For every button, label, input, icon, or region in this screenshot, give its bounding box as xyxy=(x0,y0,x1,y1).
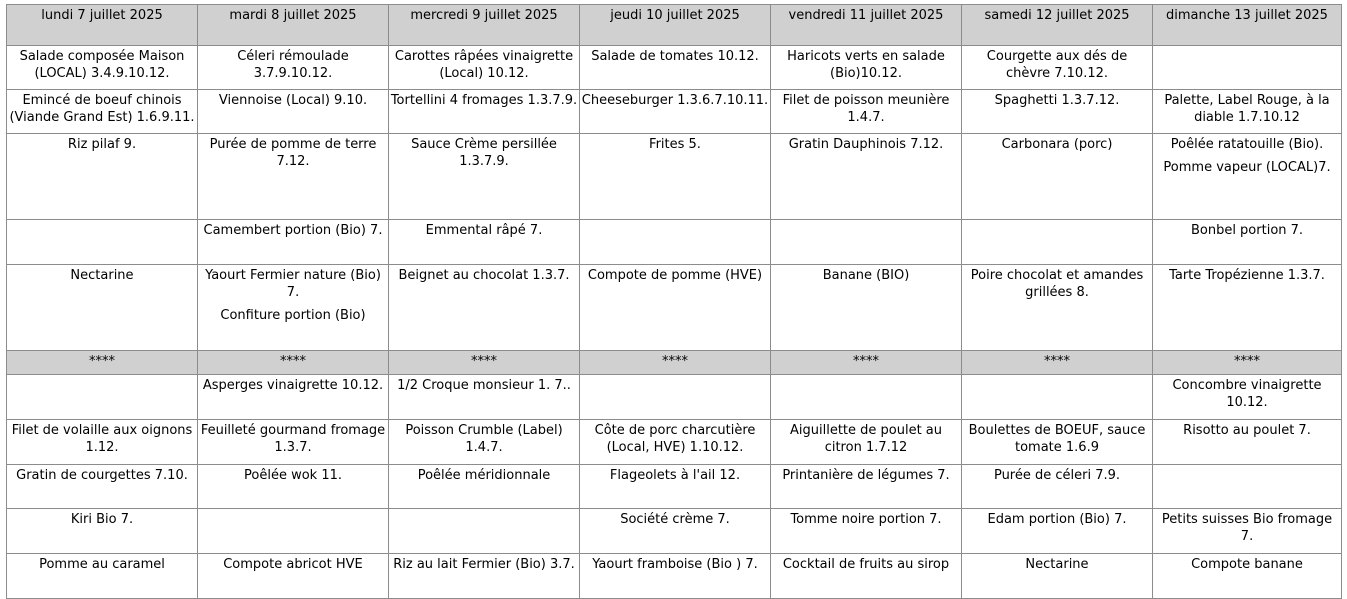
menu-cell xyxy=(198,220,389,265)
dish-item: Compote de pomme (HVE) xyxy=(587,268,763,283)
menu-cell xyxy=(7,46,198,90)
dish-item: Spaghetti 1.3.7.12. xyxy=(994,93,1120,108)
dish-item: Bonbel portion 7. xyxy=(1190,223,1304,238)
menu-cell xyxy=(1153,420,1342,465)
menu-cell xyxy=(1153,509,1342,554)
menu-cell xyxy=(771,554,962,599)
menu-cell xyxy=(389,375,580,420)
dish-item: Frites 5. xyxy=(649,137,701,152)
dinner-row xyxy=(7,554,1342,599)
menu-cell xyxy=(389,420,580,465)
day-header-row xyxy=(7,5,1342,46)
dish-item: Boulettes de BOEUF, sauce tomate 1.6.9 xyxy=(968,423,1146,455)
dish-item: Beignet au chocolat 1.3.7. xyxy=(398,268,570,283)
menu-cell xyxy=(580,220,771,265)
dish-item: Nectarine xyxy=(70,268,134,283)
menu-cell xyxy=(962,554,1153,599)
dish-item: Carottes râpées vinaigrette (Local) 10.12. xyxy=(394,49,574,81)
dish-item: Compote banane xyxy=(1191,557,1303,572)
menu-cell xyxy=(771,90,962,134)
menu-cell xyxy=(389,220,580,265)
menu-cell xyxy=(389,465,580,509)
menu-cell xyxy=(1153,265,1342,351)
dish-item: Yaourt framboise (Bio ) 7. xyxy=(592,557,758,572)
menu-cell xyxy=(389,265,580,351)
dish-item: Purée de céleri 7.9. xyxy=(993,468,1121,483)
dish-item: Céleri rémoulade 3.7.9.10.12. xyxy=(237,49,349,81)
menu-cell xyxy=(1153,375,1342,420)
dish-item: Gratin Dauphinois 7.12. xyxy=(788,137,944,152)
dish-item: Haricots verts en salade (Bio)10.12. xyxy=(787,49,945,81)
dish-item: Tomme noire portion 7. xyxy=(790,512,942,527)
menu-cell xyxy=(7,420,198,465)
menu-cell xyxy=(962,509,1153,554)
menu-cell xyxy=(7,90,198,134)
dish-item: Feuilleté gourmand fromage 1.3.7. xyxy=(200,423,386,455)
dish-item: Viennoise (Local) 9.10. xyxy=(218,93,368,108)
separator-cell: **** xyxy=(580,351,771,375)
menu-cell xyxy=(580,509,771,554)
separator-cell: **** xyxy=(771,351,962,375)
menu-cell xyxy=(771,509,962,554)
menu-cell xyxy=(962,420,1153,465)
dish-item: Gratin de courgettes 7.10. xyxy=(16,468,188,483)
menu-cell xyxy=(962,265,1153,351)
day-header-monday: lundi 7 juillet 2025 xyxy=(7,5,198,46)
menu-cell xyxy=(7,134,198,220)
dish-item: Riz au lait Fermier (Bio) 3.7. xyxy=(393,557,575,572)
dish-item: Courgette aux dés de chèvre 7.10.12. xyxy=(986,49,1128,81)
menu-cell xyxy=(580,420,771,465)
dish-item: Salade de tomates 10.12. xyxy=(591,49,759,64)
dish-item: Cocktail de fruits au sirop xyxy=(782,557,950,572)
menu-cell xyxy=(198,375,389,420)
menu-cell xyxy=(1153,46,1342,90)
menu-cell xyxy=(580,465,771,509)
menu-cell xyxy=(771,220,962,265)
dish-item: Concombre vinaigrette 10.12. xyxy=(1172,378,1322,410)
menu-cell xyxy=(198,554,389,599)
dish-item: Poêlée méridionnale xyxy=(417,468,551,483)
menu-cell xyxy=(1153,90,1342,134)
dish-item: Compote abricot HVE xyxy=(223,557,363,572)
dish-item: Yaourt Fermier nature (Bio) 7. xyxy=(205,268,381,300)
menu-cell xyxy=(580,134,771,220)
separator-cell: **** xyxy=(7,351,198,375)
menu-cell xyxy=(580,90,771,134)
menu-cell xyxy=(962,46,1153,90)
dish-item: Aiguillette de poulet au citron 1.7.12 xyxy=(789,423,943,455)
dish-item: Banane (BIO) xyxy=(822,268,910,283)
dish-item: Edam portion (Bio) 7. xyxy=(987,512,1127,527)
dish-item: Riz pilaf 9. xyxy=(67,137,137,152)
dish-item: Poire chocolat et amandes grillées 8. xyxy=(970,268,1144,300)
dish-item: Camembert portion (Bio) 7. xyxy=(203,223,383,238)
menu-cell xyxy=(389,509,580,554)
menu-cell xyxy=(771,420,962,465)
separator-cell: **** xyxy=(1153,351,1342,375)
dish-item: Confiture portion (Bio) xyxy=(220,308,366,323)
dish-item: Palette, Label Rouge, à la diable 1.7.10.12 xyxy=(1164,93,1330,125)
menu-cell xyxy=(198,509,389,554)
dinner-row xyxy=(7,465,1342,509)
menu-cell xyxy=(580,46,771,90)
day-header-tuesday: mardi 8 juillet 2025 xyxy=(198,5,389,46)
menu-cell xyxy=(389,46,580,90)
day-header-friday: vendredi 11 juillet 2025 xyxy=(771,5,962,46)
dish-item: Filet de volaille aux oignons 1.12. xyxy=(11,423,193,455)
meal-separator-row xyxy=(7,351,1342,375)
menu-cell xyxy=(389,554,580,599)
dish-item: Tortellini 4 fromages 1.3.7.9. xyxy=(390,93,578,108)
menu-cell xyxy=(7,220,198,265)
dinner-row xyxy=(7,420,1342,465)
dinner-row xyxy=(7,375,1342,420)
menu-cell xyxy=(962,134,1153,220)
lunch-row xyxy=(7,265,1342,351)
menu-cell xyxy=(962,90,1153,134)
lunch-row xyxy=(7,46,1342,90)
dish-item: Flageolets à l'ail 12. xyxy=(609,468,741,483)
menu-cell xyxy=(580,554,771,599)
menu-cell xyxy=(1153,465,1342,509)
separator-cell: **** xyxy=(198,351,389,375)
day-header-wednesday: mercredi 9 juillet 2025 xyxy=(389,5,580,46)
menu-cell xyxy=(198,465,389,509)
menu-cell xyxy=(962,375,1153,420)
menu-cell xyxy=(389,90,580,134)
dish-item: Pomme vapeur (LOCAL)7. xyxy=(1163,160,1331,175)
menu-cell xyxy=(7,265,198,351)
dinner-row xyxy=(7,509,1342,554)
lunch-row xyxy=(7,134,1342,220)
dish-item: Petits suisses Bio fromage 7. xyxy=(1161,512,1333,544)
dish-item: Poisson Crumble (Label) 1.4.7. xyxy=(405,423,563,455)
menu-cell xyxy=(1153,554,1342,599)
dish-item: Poêlée wok 11. xyxy=(244,468,342,483)
menu-cell xyxy=(7,465,198,509)
dish-item: Carbonara (porc) xyxy=(1001,137,1113,152)
separator-cell: **** xyxy=(389,351,580,375)
menu-cell xyxy=(389,134,580,220)
dish-item: Filet de poisson meunière 1.4.7. xyxy=(782,93,950,125)
lunch-row xyxy=(7,90,1342,134)
dish-item: 1/2 Croque monsieur 1. 7.. xyxy=(397,378,571,393)
dish-item: Printanière de légumes 7. xyxy=(782,468,950,483)
menu-cell xyxy=(962,220,1153,265)
weekly-menu-table xyxy=(6,4,1342,599)
menu-cell xyxy=(1153,134,1342,220)
day-header-thursday: jeudi 10 juillet 2025 xyxy=(580,5,771,46)
dish-item: Tarte Tropézienne 1.3.7. xyxy=(1169,268,1325,283)
dish-item: Nectarine xyxy=(1025,557,1089,572)
menu-cell xyxy=(771,265,962,351)
menu-cell xyxy=(198,90,389,134)
dish-item: Pomme au caramel xyxy=(39,557,165,572)
menu-cell xyxy=(198,134,389,220)
dish-item: Salade composée Maison (LOCAL) 3.4.9.10.12. xyxy=(19,49,185,81)
dish-item: Société crème 7. xyxy=(620,512,730,527)
separator-cell: **** xyxy=(962,351,1153,375)
menu-cell xyxy=(1153,220,1342,265)
menu-cell xyxy=(771,134,962,220)
menu-cell xyxy=(771,375,962,420)
menu-cell xyxy=(7,554,198,599)
menu-cell xyxy=(7,375,198,420)
dish-item: Risotto au poulet 7. xyxy=(1183,423,1311,438)
menu-cell xyxy=(198,46,389,90)
menu-cell xyxy=(580,265,771,351)
dish-item: Kiri Bio 7. xyxy=(70,512,134,527)
dish-item: Cheeseburger 1.3.6.7.10.11. xyxy=(581,93,769,108)
menu-cell xyxy=(962,465,1153,509)
menu-cell xyxy=(198,265,389,351)
menu-cell xyxy=(7,509,198,554)
menu-body xyxy=(7,46,1342,599)
menu-cell xyxy=(580,375,771,420)
dish-item: Purée de pomme de terre 7.12. xyxy=(209,137,377,169)
day-header-sunday: dimanche 13 juillet 2025 xyxy=(1153,5,1342,46)
menu-cell xyxy=(771,46,962,90)
dish-item: Côte de porc charcutière (Local, HVE) 1.10.12. xyxy=(594,423,756,455)
lunch-row xyxy=(7,220,1342,265)
dish-item: Sauce Crème persillée 1.3.7.9. xyxy=(411,137,557,169)
dish-item: Emmental râpé 7. xyxy=(425,223,543,238)
dish-item: Emincé de boeuf chinois (Viande Grand Est) 1.6.9.11. xyxy=(9,93,195,125)
dish-item: Poêlée ratatouille (Bio). xyxy=(1170,137,1324,152)
menu-cell xyxy=(198,420,389,465)
day-header-saturday: samedi 12 juillet 2025 xyxy=(962,5,1153,46)
menu-cell xyxy=(771,465,962,509)
dish-item: Asperges vinaigrette 10.12. xyxy=(202,378,384,393)
